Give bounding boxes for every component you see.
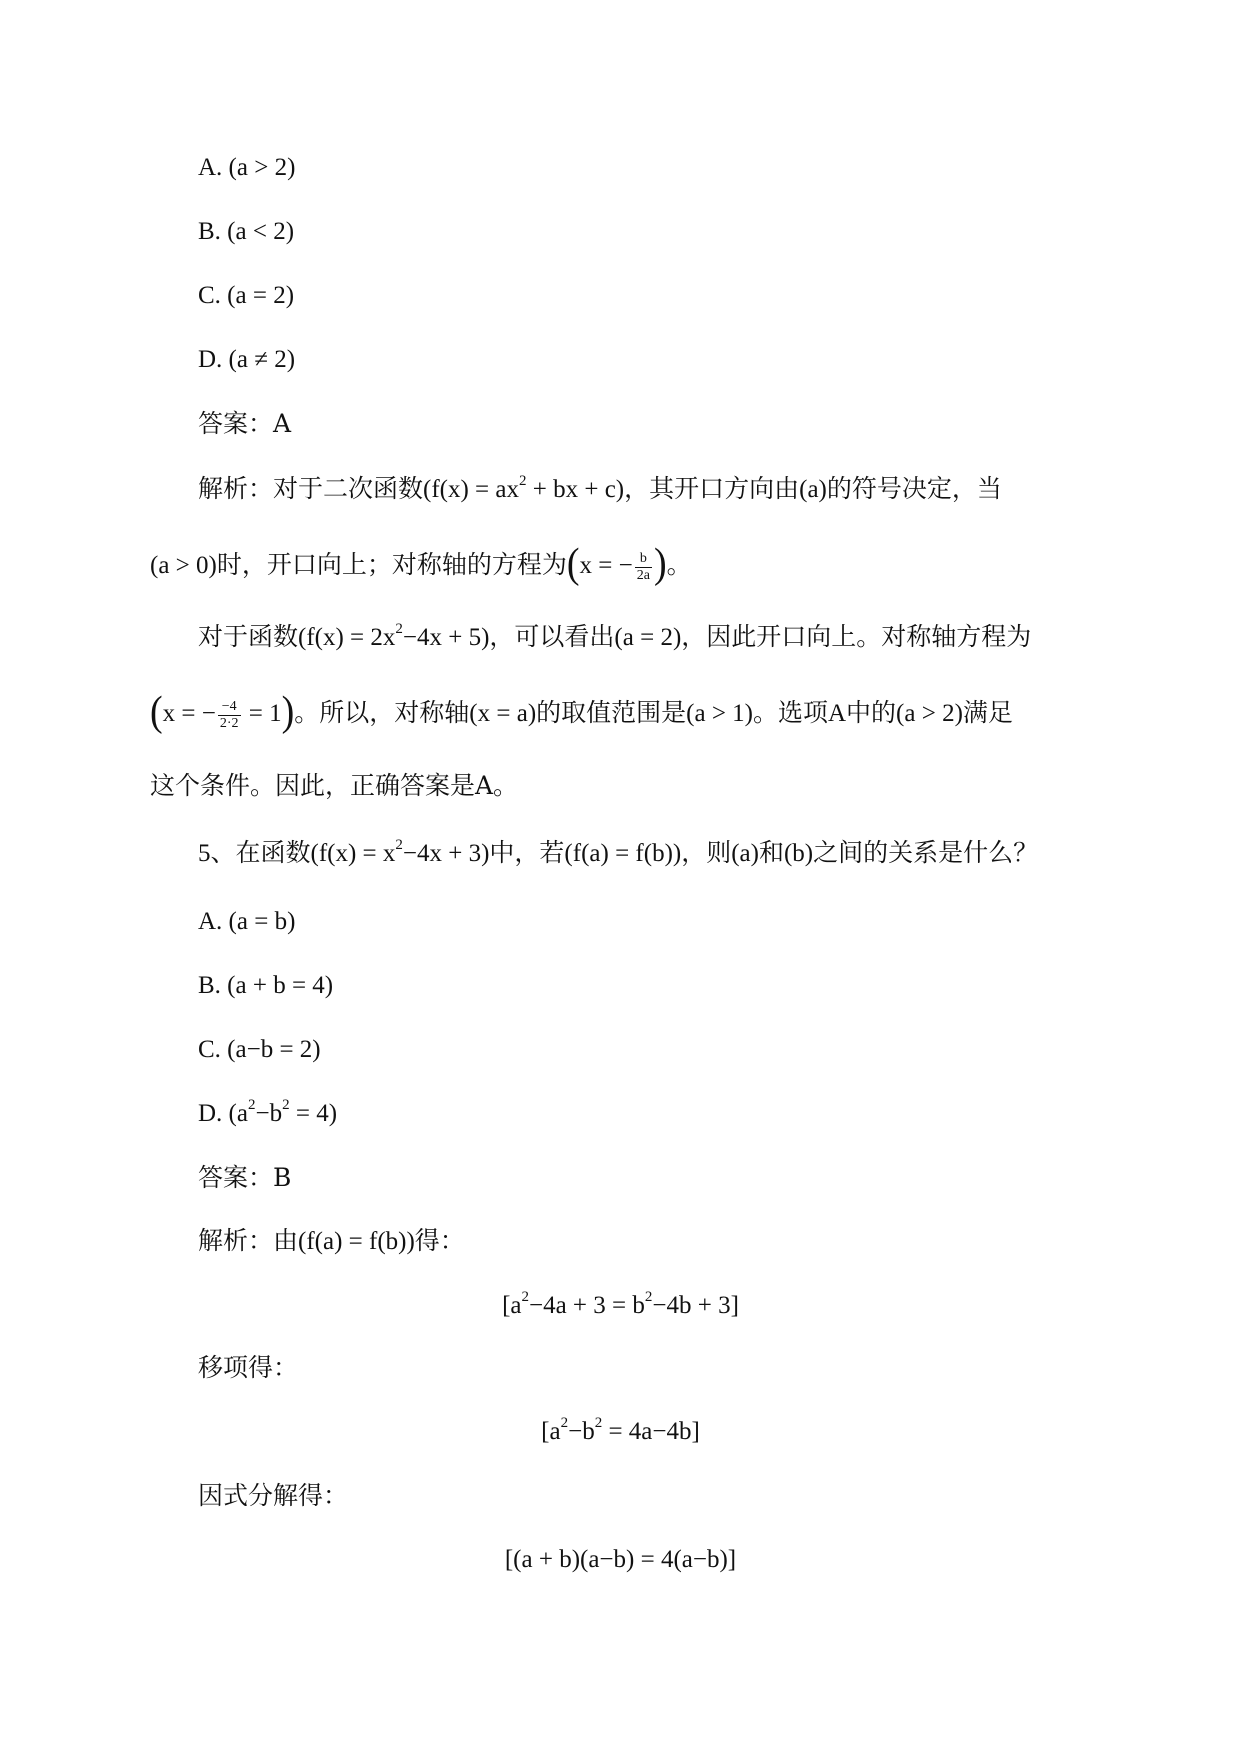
equation-1: $[a^2-4a + 3 = b^2-4b + 3]$ — [502, 1288, 739, 1319]
equation-2: $[a^2-b^2 = 4a-4b]$ — [541, 1414, 700, 1445]
explanation-line-5: 这个条件。因此，正确答案是A。 — [150, 771, 519, 800]
option-a: A. (a = b) — [198, 908, 296, 935]
explanation-line-1: 解析：对于二次函数($f(x) = ax^2$ + bx + c)，其开口方向由(a)的符号决定，当 — [198, 472, 1002, 503]
option-d: D. (a ≠ 2) — [198, 346, 296, 373]
option-d: D. $(a^2-b^2 = 4)$ — [198, 1096, 338, 1127]
option-b: B. (a + b = 4) — [198, 972, 334, 999]
explanation-intro: 解析：由(f(a) = f(b))得： — [198, 1228, 465, 1255]
option-c: C. (a = 2) — [198, 282, 295, 309]
answer-label: 答案：B — [198, 1163, 292, 1192]
equation-3: [(a + b)(a−b) = 4(a−b)] — [504, 1546, 737, 1573]
step-label-factorize: 因式分解得： — [198, 1481, 349, 1510]
explanation-line-2: (a > 0)时，开口向上；对称轴的方程为(x = − $\frac{b}{2a}$ )。 — [150, 540, 692, 588]
option-a: A. (a > 2) — [198, 154, 296, 181]
option-c: C. (a−b = 2) — [198, 1036, 321, 1063]
fraction-neg4-over-2x2: $\frac{-4}{2\cdot 2}$ — [219, 698, 239, 731]
fraction-b-over-2a: $\frac{b}{2a}$ — [636, 550, 650, 583]
option-b: B. (a < 2) — [198, 218, 295, 245]
answer-label: 答案：A — [198, 409, 292, 438]
explanation-line-3: 对于函数$(f(x) = 2x^2-4x + 5)$，可以看出(a = 2)，因此开口向上。对称轴方程为 — [198, 620, 1032, 651]
explanation-line-4: (x = − $\frac{-4}{2\cdot 2}$ = 1)。所以，对称轴(x = a)的取值范围是(a > 1)。选项A中的(a > 2)满足 — [150, 688, 1013, 736]
step-label-move-terms: 移项得： — [198, 1353, 299, 1382]
question-5-text: 5、在函数$(f(x) = x^2-4x + 3)$中，若(f(a) = f(b))，则(a)和(b)之间的关系是什么？ — [198, 836, 1039, 867]
